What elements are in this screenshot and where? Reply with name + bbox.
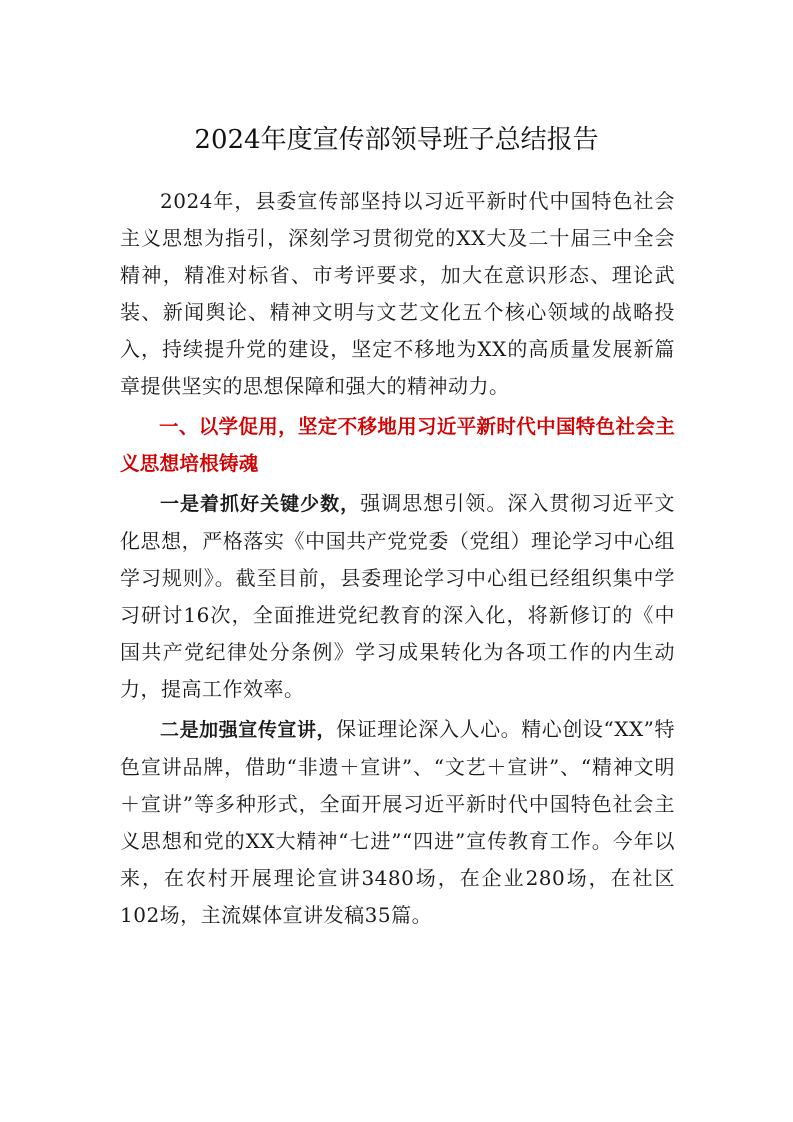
body-paragraph <box>120 711 675 934</box>
document-title: 2024年度宣传部领导班子总结报告 <box>194 125 599 155</box>
section-heading: 一、以学促用，坚定不移地用习近平新时代中国特色社会主义思想培根铸魂 <box>120 415 675 475</box>
document-body <box>120 183 675 937</box>
body-paragraph <box>120 485 675 708</box>
paragraph-lead: 二是加强宣传宣讲， <box>160 719 337 741</box>
paragraph-text: 强调思想引领。深入贯彻习近平文化思想，严格落实《中国共产党党委（党组）理论学习中心组学习规则》。截至目前，县委理论学习中心组已经组织集中学习研讨16次，全面推进党纪教育的深入化，将新修订的《中国共产党纪律处分条例》学习成果转化为各项工作的内生动力，提高工作效率。 <box>120 491 675 701</box>
intro-paragraph <box>120 183 675 405</box>
paragraph-lead: 一是着抓好关键少数， <box>160 493 361 515</box>
paragraph-text: 2024年，县委宣传部坚持以习近平新时代中国特色社会主义思想为指引，深刻学习贯彻党的XX大及二十届三中全会精神，精准对标省、市考评要求，加大在意识形态、理论武装、新闻舆论、精神文明与文艺文化五个核心领域的战略投入，持续提升党的建设，坚定不移地为XX的高质量发展新篇章提供坚实的思想保障和强大的精神动力。 <box>120 189 675 398</box>
paragraph-text: 保证理论深入人心。精心创设“XX”特色宣讲品牌，借助“非遗＋宣讲”、“文艺＋宣讲”、“精神文明＋宣讲”等多种形式，全面开展习近平新时代中国特色社会主义思想和党的XX大精神“七进”“四进”宣传教育工作。今年以来，在农村开展理论宣讲3480场，在企业280场，在社区102场，主流媒体宣讲发稿35篇。 <box>120 717 675 927</box>
